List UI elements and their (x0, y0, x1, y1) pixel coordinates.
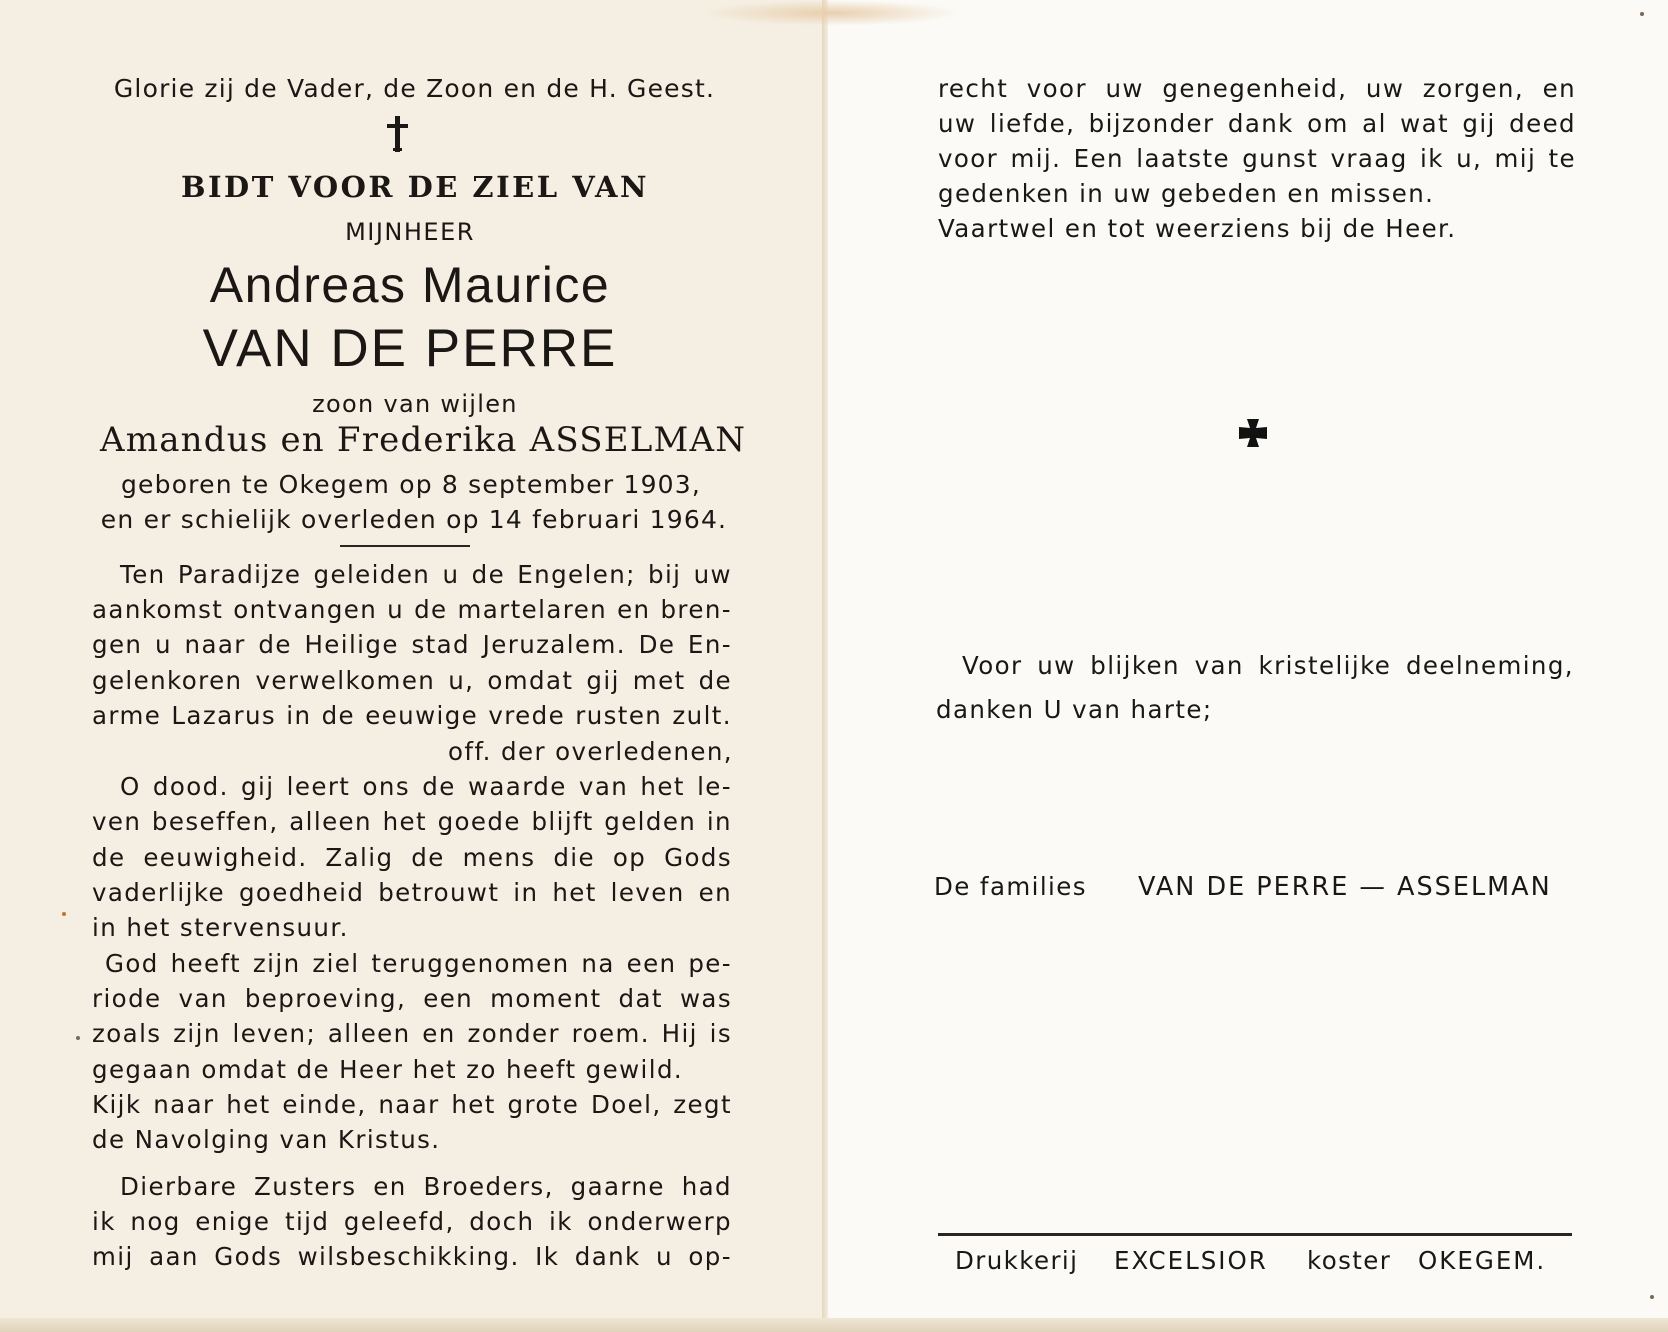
body-line: riode van beproeving, een moment dat was (92, 984, 732, 1013)
closing-line: gedenken in uw gebeden en missen. (938, 179, 1435, 208)
thanks-line: Voor uw blijken van kristelijke deelneming, (962, 651, 1574, 680)
body-line: in het stervensuur. (92, 913, 349, 942)
printer-name: EXCELSIOR (1114, 1246, 1268, 1275)
paper-speck (1640, 12, 1644, 16)
invocation-line: Glorie zij de Vader, de Zoon en de H. Geest. (113, 74, 716, 103)
body-line: vaderlijke goedheid betrouwt in het leven en (92, 878, 732, 907)
birth-line: geboren te Okegem op 8 september 1903, (120, 470, 702, 499)
body-line: de eeuwigheid. Zalig de mens die op Gods (92, 843, 732, 872)
body-line: gen u naar de Heilige stad Jeruzalem. De En- (92, 630, 732, 659)
body-line: ven beseffen, alleen het goede blijft gelden in (92, 807, 732, 836)
death-line: en er schielijk overleden op 14 februari 1964. (100, 505, 728, 534)
footer-rule (938, 1233, 1572, 1236)
paper-edge (0, 1318, 1668, 1332)
deceased-first-names: Andreas Maurice (209, 257, 611, 313)
paper-speck (76, 1036, 80, 1040)
body-line: ik nog enige tijd geleefd, doch ik onderwerp (92, 1207, 732, 1236)
body-line: Dierbare Zusters en Broeders, gaarne had (120, 1172, 732, 1201)
body-line: mij aan Gods wilsbeschikking. Ik dank u op- (92, 1242, 732, 1271)
paper-speck (1650, 1295, 1654, 1299)
paper-speck (62, 912, 66, 916)
body-line: zoals zijn leven; alleen en zonder roem. Hij is (92, 1019, 732, 1048)
closing-line: recht voor uw genegenheid, uw zorgen, en (938, 74, 1576, 103)
thanks-line: danken U van harte; (936, 695, 1213, 724)
body-line: de Navolging van Kristus. (92, 1125, 441, 1154)
latin-cross-icon (385, 114, 410, 154)
body-line: God heeft zijn ziel teruggenomen na een pe- (105, 949, 732, 978)
body-line: O dood. gij leert ons de waarde van het le- (120, 772, 732, 801)
closing-line: Vaartwel en tot weerziens bij de Heer. (938, 214, 1457, 243)
paper-stain (700, 0, 960, 26)
body-line: arme Lazarus in de eeuwige vrede rusten zult. (92, 701, 732, 730)
closing-line: voor mij. Een laatste gunst vraag ik u, mij te (938, 144, 1576, 173)
deceased-surname: VAN DE PERRE (202, 319, 618, 378)
parents-names: Amandus en Frederika ASSELMAN (100, 420, 747, 460)
divider-rule (340, 545, 470, 547)
honorific: MIJNHEER (345, 218, 475, 246)
body-line: off. der overledenen, (448, 737, 733, 766)
body-line: gelenkoren verwelkomen u, omdat gij met de (92, 666, 732, 695)
printer-label: Drukkerij (955, 1246, 1079, 1275)
closing-line: uw liefde, bijzonder dank om al wat gij deed (938, 109, 1576, 138)
relation-line: zoon van wijlen (312, 390, 518, 418)
printer-place: OKEGEM. (1418, 1246, 1547, 1275)
printer-role: koster (1307, 1246, 1392, 1275)
cross-pattee-icon (1238, 418, 1268, 448)
families-label: De families (934, 872, 1087, 901)
body-line: Ten Paradijze geleiden u de Engelen; bij uw (120, 560, 732, 589)
card-fold (822, 0, 828, 1332)
body-line: gegaan omdat de Heer het zo heeft gewild. (92, 1055, 684, 1084)
families-names: VAN DE PERRE — ASSELMAN (1138, 872, 1552, 902)
body-line: aankomst ontvangen u de martelaren en bren- (92, 595, 732, 624)
prayer-heading: BIDT VOOR DE ZIEL VAN (180, 170, 650, 204)
body-line: Kijk naar het einde, naar het grote Doel, zegt (92, 1090, 732, 1119)
